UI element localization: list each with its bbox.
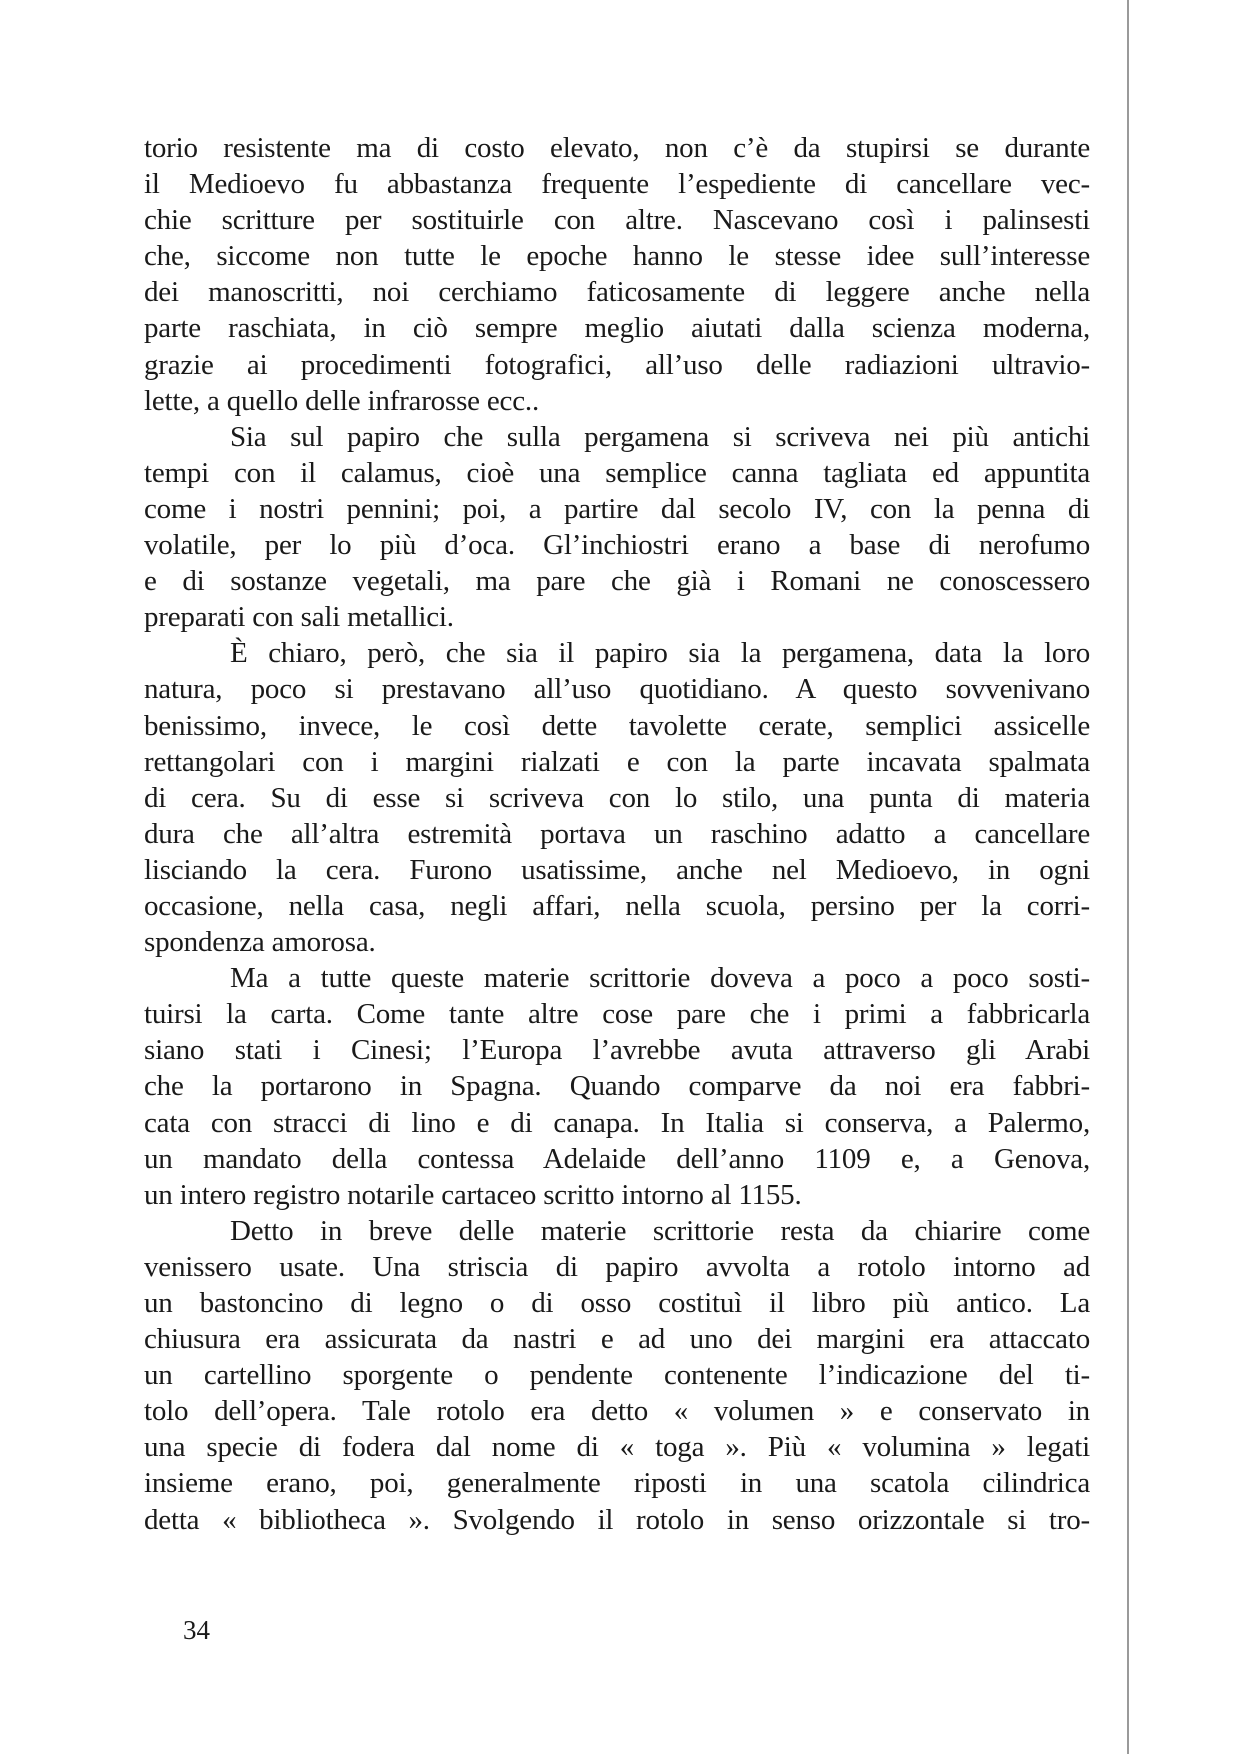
text-line: che, siccome non tutte le epoche hanno le stesse idee sull’interesse bbox=[144, 240, 1090, 273]
text-line: parte raschiata, in ciò sempre meglio aiutati dalla scienza moderna, bbox=[144, 312, 1090, 345]
text-line: cata con stracci di lino e di canapa. In Italia si conserva, a Palermo, bbox=[144, 1106, 1090, 1139]
paragraph bbox=[144, 130, 1090, 419]
text-line: detta « bibliotheca ». Svolgendo il rotolo in senso orizzontale si tro- bbox=[144, 1503, 1090, 1536]
text-line: grazie ai procedimenti fotografici, all’uso delle radiazioni ultravio- bbox=[144, 348, 1090, 381]
text-line: chie scritture per sostituirle con altre. Nascevano così i palinsesti bbox=[144, 204, 1090, 237]
text-line: siano stati i Cinesi; l’Europa l’avrebbe avuta attraverso gli Arabi bbox=[144, 1034, 1090, 1067]
text-line: benissimo, invece, le così dette tavolette cerate, semplici assicelle bbox=[144, 709, 1090, 742]
text-line: spondenza amorosa. bbox=[144, 926, 376, 959]
text-line: torio resistente ma di costo elevato, non c’è da stupirsi se durante bbox=[144, 132, 1090, 164]
text-line: un mandato della contessa Adelaide dell’anno 1109 e, a Genova, bbox=[144, 1142, 1090, 1175]
text-line: che la portarono in Spagna. Quando comparve da noi era fabbri- bbox=[144, 1070, 1090, 1103]
text-line: rettangolari con i margini rialzati e con la parte incavata spalmata bbox=[144, 745, 1090, 778]
body-text bbox=[144, 130, 1090, 1538]
text-line: preparati con sali metallici. bbox=[144, 601, 454, 634]
text-line: insieme erano, poi, generalmente riposti in una scatola cilindrica bbox=[144, 1467, 1090, 1500]
text-line: come i nostri pennini; poi, a partire dal secolo IV, con la penna di bbox=[144, 492, 1090, 525]
text-line: tempi con il calamus, cioè una semplice canna tagliata ed appuntita bbox=[144, 456, 1090, 489]
text-line: chiusura era assicurata da nastri e ad uno dei margini era attaccato bbox=[144, 1323, 1090, 1356]
text-line: dei manoscritti, noi cerchiamo faticosamente di leggere anche nella bbox=[144, 276, 1090, 309]
text-line: Detto in breve delle materie scrittorie resta da chiarire come bbox=[230, 1214, 1090, 1247]
paragraph bbox=[144, 419, 1090, 636]
text-line: lisciando la cera. Furono usatissime, anche nel Medioevo, in ogni bbox=[144, 853, 1090, 886]
text-line: occasione, nella casa, negli affari, nella scuola, persino per la corri- bbox=[144, 889, 1090, 922]
text-line: il Medioevo fu abbastanza frequente l’espediente di cancellare vec- bbox=[144, 168, 1090, 201]
paragraph bbox=[144, 1213, 1090, 1538]
text-line: lette, a quello delle infrarosse ecc.. bbox=[144, 384, 539, 417]
text-line: tolo dell’opera. Tale rotolo era detto « volumen » e conservato in bbox=[144, 1395, 1090, 1428]
text-line: volatile, per lo più d’oca. Gl’inchiostri erano a base di nerofumo bbox=[144, 529, 1090, 562]
text-line: un bastoncino di legno o di osso costituì il libro più antico. La bbox=[144, 1287, 1090, 1319]
text-line: un cartellino sporgente o pendente contenente l’indicazione del ti- bbox=[144, 1359, 1090, 1392]
text-line: di cera. Su di esse si scriveva con lo stilo, una punta di materia bbox=[144, 781, 1090, 814]
text-line: tuirsi la carta. Come tante altre cose pare che i primi a fabbricarla bbox=[144, 998, 1090, 1031]
page-number: 34 bbox=[183, 1615, 210, 1645]
text-line: venissero usate. Una striscia di papiro avvolta a rotolo intorno ad bbox=[144, 1250, 1090, 1283]
text-line: natura, poco si prestavano all’uso quotidiano. A questo sovvenivano bbox=[144, 673, 1090, 706]
text-line: Sia sul papiro che sulla pergamena si scriveva nei più antichi bbox=[230, 420, 1090, 453]
paragraph bbox=[144, 635, 1090, 960]
text-line: dura che all’altra estremità portava un raschino adatto a cancellare bbox=[144, 817, 1090, 850]
page-edge-line bbox=[1127, 0, 1129, 1754]
text-line: È chiaro, però, che sia il papiro sia la pergamena, data la loro bbox=[230, 637, 1090, 670]
paragraph bbox=[144, 960, 1090, 1213]
text-line: un intero registro notarile cartaceo scritto intorno al 1155. bbox=[144, 1178, 802, 1211]
text-line: e di sostanze vegetali, ma pare che già i Romani ne conoscessero bbox=[144, 565, 1090, 598]
text-line: una specie di fodera dal nome di « toga ». Più « volumina » legati bbox=[144, 1431, 1090, 1464]
text-line: Ma a tutte queste materie scrittorie doveva a poco a poco sosti- bbox=[230, 962, 1090, 995]
